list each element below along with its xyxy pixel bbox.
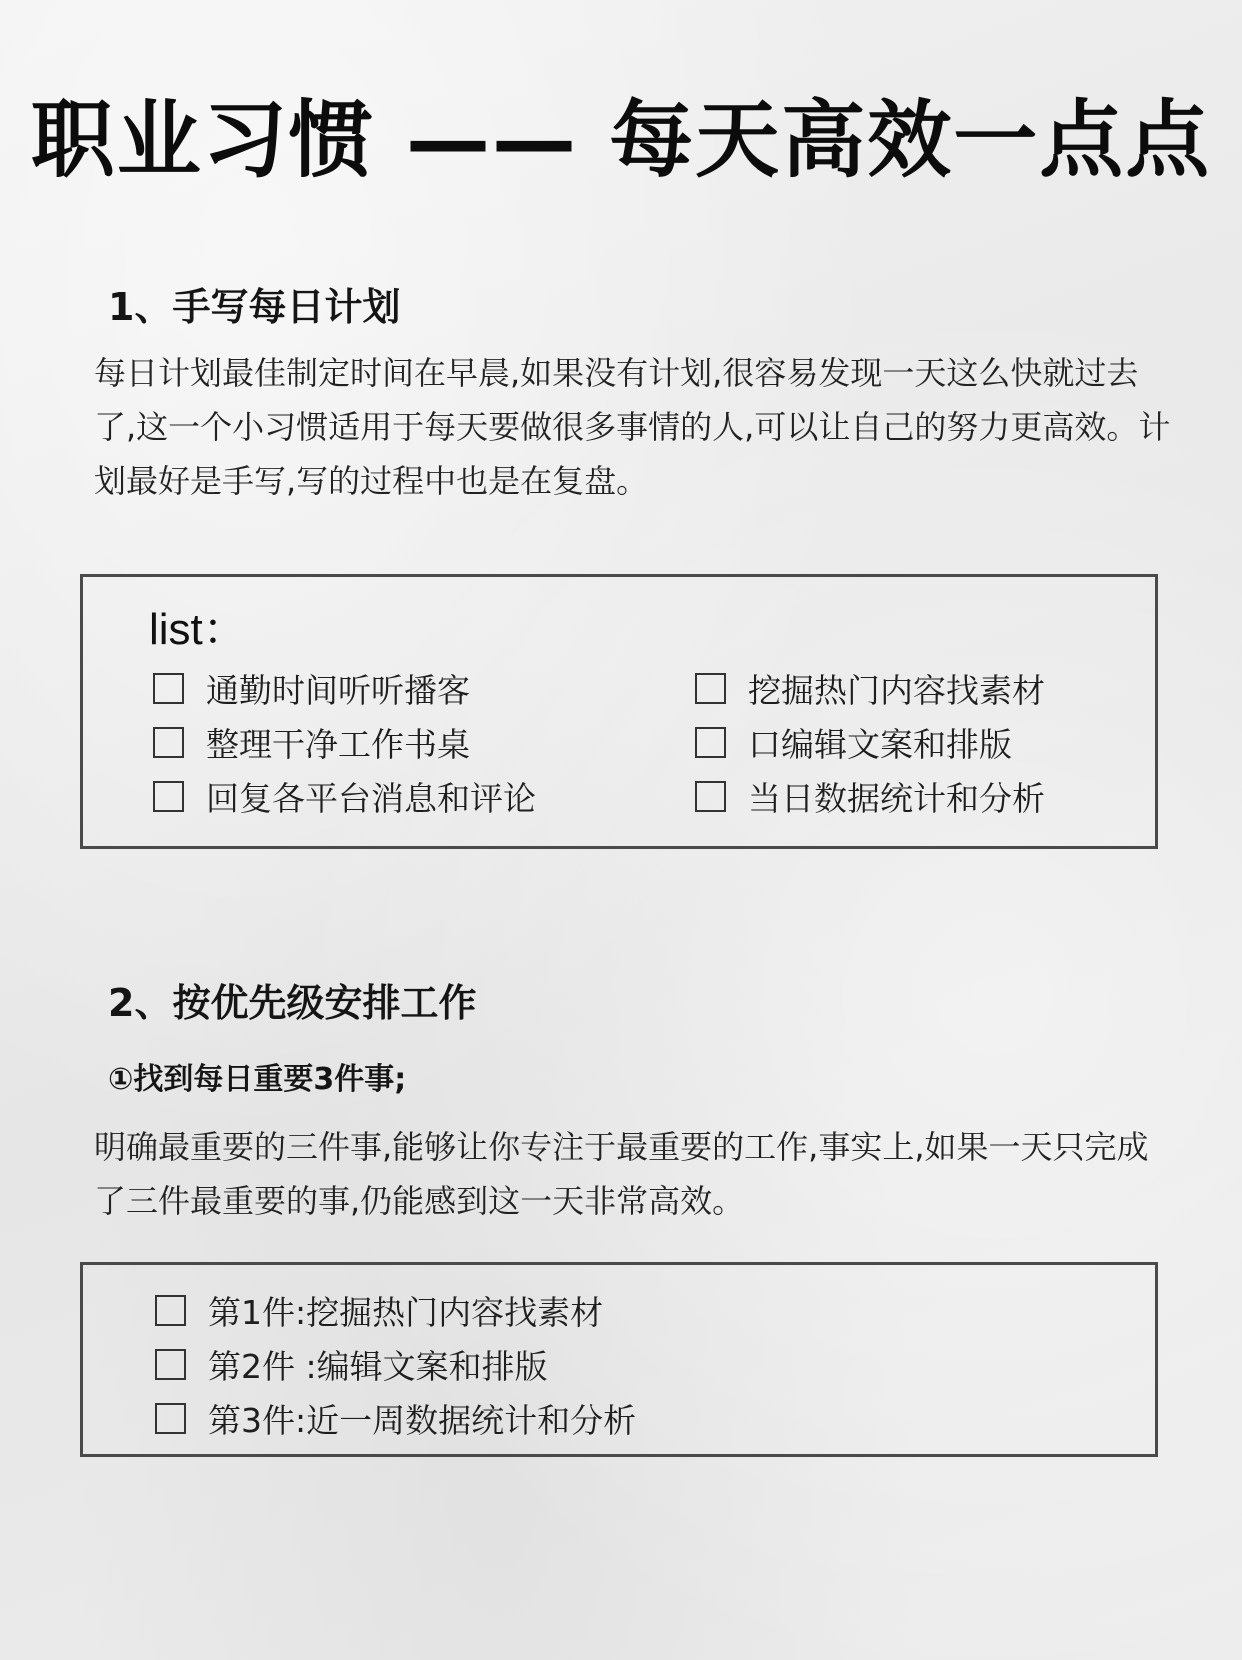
list-item[interactable] — [153, 715, 536, 769]
list-column-right — [695, 661, 1045, 823]
list-column-left — [153, 661, 536, 823]
list-item-label: 第1件:挖掘热门内容找素材 — [208, 1292, 604, 1332]
section2-heading: 2、按优先级安排工作 — [108, 981, 477, 1025]
list-title: list： — [149, 605, 247, 654]
checkbox[interactable] — [695, 727, 726, 758]
list-item-label: 整理干净工作书桌 — [206, 724, 470, 764]
list-item-label: 回复各平台消息和评论 — [206, 778, 536, 818]
top3-list-box — [80, 1262, 1158, 1457]
list-item[interactable] — [155, 1391, 636, 1445]
daily-plan-list-box — [80, 574, 1158, 849]
list-item-label: 通勤时间听听播客 — [206, 670, 470, 710]
list-item[interactable] — [695, 661, 1045, 715]
list-item-label: 当日数据统计和分析 — [748, 778, 1045, 818]
list-item-label: 第2件 :编辑文案和排版 — [208, 1346, 548, 1386]
checkbox[interactable] — [155, 1403, 186, 1434]
list-item[interactable] — [695, 769, 1045, 823]
checkbox[interactable] — [155, 1295, 186, 1326]
checkbox[interactable] — [695, 781, 726, 812]
checkbox[interactable] — [153, 673, 184, 704]
list-item-label: 口编辑文案和排版 — [748, 724, 1012, 764]
section1-heading: 1、手写每日计划 — [108, 285, 401, 329]
list-item-label: 第3件:近一周数据统计和分析 — [208, 1400, 637, 1440]
checkbox[interactable] — [153, 781, 184, 812]
list-item-label: 挖掘热门内容找素材 — [748, 670, 1045, 710]
section2-subheading: ①找到每日重要3件事; — [108, 1062, 407, 1097]
checkbox[interactable] — [155, 1349, 186, 1380]
list-item[interactable] — [153, 769, 536, 823]
checkbox[interactable] — [695, 673, 726, 704]
list-item[interactable] — [155, 1283, 636, 1337]
section1-paragraph: 每日计划最佳制定时间在早晨,如果没有计划,很容易发现一天这么快就过去了,这一个小习惯适用于每天要做很多事情的人,可以让自己的努力更高效。计划最好是手写,写的过程中也是在复盘。 — [94, 354, 1171, 500]
list-item[interactable] — [155, 1337, 636, 1391]
checkbox[interactable] — [153, 727, 184, 758]
section2-paragraph: 明确最重要的三件事,能够让你专注于最重要的工作,事实上,如果一天只完成了三件最重要的事,仍能感到这一天非常高效。 — [94, 1128, 1149, 1220]
top3-list — [155, 1283, 636, 1445]
list-item[interactable] — [153, 661, 536, 715]
page-title: 职业习惯 —— 每天高效一点点 — [30, 91, 1212, 189]
list-item[interactable] — [695, 715, 1045, 769]
